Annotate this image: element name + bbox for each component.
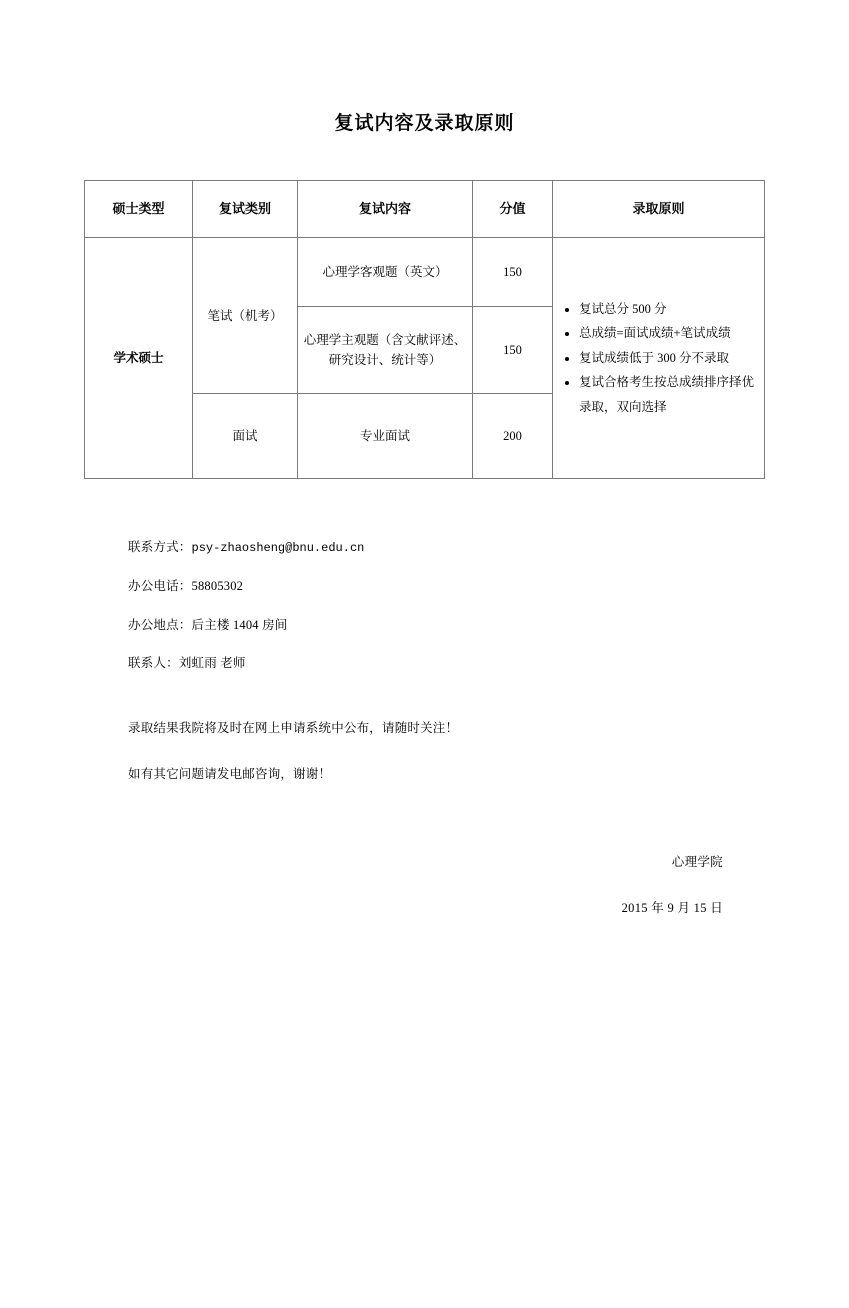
table-header-cell: 复试内容 xyxy=(298,181,473,238)
interview-category-cell: 面试 xyxy=(193,394,298,479)
rule-item: • 总成绩=面试成绩+笔试成绩 xyxy=(579,321,760,345)
rule-item: • 复试合格考生按总成绩排序择优录取，双向选择 xyxy=(579,370,760,419)
contact-email-line xyxy=(128,541,849,554)
contact-person-label: 联系人： xyxy=(128,656,179,670)
table-header-cell: 分值 xyxy=(473,181,553,238)
contact-phone-value: 58805302 xyxy=(191,579,244,593)
contact-person-value: 刘虹雨 老师 xyxy=(178,656,246,670)
score-cell: 150 xyxy=(473,238,553,307)
contact-phone-line xyxy=(128,580,849,593)
contact-block xyxy=(128,541,849,670)
document-page xyxy=(0,108,849,1308)
notice-line-1: 录取结果我院将及时在网上申请系统中公布，请随时关注！ xyxy=(128,720,459,735)
contact-address-value: 后主楼 1404 房间 xyxy=(191,617,288,632)
score-cell: 150 xyxy=(473,307,553,394)
rule-item: • 复试总分 500 分 xyxy=(579,297,760,321)
degree-type-cell: 学术硕士 xyxy=(85,238,193,479)
contact-email-value: psy-zhaosheng@bnu.edu.cn xyxy=(191,541,365,555)
notice-line-2: 如有其它问题请发电邮咨询，谢谢！ xyxy=(128,766,332,781)
score-cell: 200 xyxy=(473,394,553,479)
signature-organization: 心理学院 xyxy=(671,854,723,869)
admission-table xyxy=(84,180,765,479)
rules-list xyxy=(557,297,760,419)
contact-address-label: 办公地点： xyxy=(128,617,192,632)
table-row xyxy=(85,238,765,307)
rules-cell xyxy=(553,238,765,479)
written-category-cell: 笔试（机考） xyxy=(193,238,298,394)
contact-person-line xyxy=(128,657,849,670)
content-cell: 专业面试 xyxy=(298,394,473,479)
content-cell: 心理学客观题（英文） xyxy=(298,238,473,307)
page-title: 复试内容及录取原则 xyxy=(334,113,515,134)
contact-phone-label: 办公电话： xyxy=(128,579,192,593)
rule-item: • 复试成绩低于 300 分不录取 xyxy=(579,346,760,370)
content-cell: 心理学主观题（含文献评述、研究设计、统计等） xyxy=(298,307,473,394)
table-header-cell: 复试类别 xyxy=(193,181,298,238)
notice-block xyxy=(128,718,849,782)
table-header-cell: 硕士类型 xyxy=(85,181,193,238)
contact-email-label: 联系方式： xyxy=(128,540,192,554)
table-header-cell: 录取原则 xyxy=(553,181,765,238)
table-header-row xyxy=(85,181,765,238)
signature-date: 2015 年 9 月 15 日 xyxy=(621,900,723,915)
signature-block xyxy=(0,852,723,916)
contact-address-line xyxy=(128,619,849,632)
